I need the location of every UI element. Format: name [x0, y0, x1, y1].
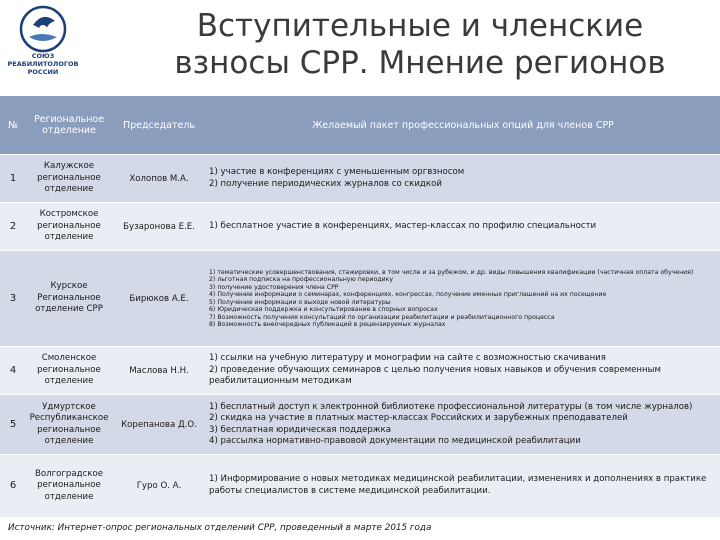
package-item: 2) получение периодических журналов со скидкой — [209, 178, 442, 189]
logo-line-3: РОССИИ — [27, 68, 59, 76]
row-chair: Бузаронова Е.Е. — [112, 203, 206, 251]
row-region: Курское Региональное отделение СРР — [26, 251, 112, 347]
package-item: 1) тематические усовершенствования, стажировки, в том числе и за рубежом, и др. виды повышения квалификации (частичная оплата обучения) — [209, 268, 694, 276]
row-num: 3 — [0, 251, 26, 347]
row-region: Смоленское региональное отделение — [26, 347, 112, 395]
package-item: 4) рассылка нормативно-правовой документации по медицинской реабилитации — [209, 436, 581, 446]
table-row — [0, 155, 720, 203]
row-package — [206, 155, 720, 203]
header-chair: Председатель — [112, 96, 206, 155]
row-chair: Бирюков А.Е. — [112, 251, 206, 347]
row-region: Удмуртское Республиканское региональное отделение — [26, 395, 112, 455]
row-region: Калужское региональное отделение — [26, 155, 112, 203]
table-row — [0, 203, 720, 251]
logo-line-1: СОЮЗ — [31, 52, 55, 60]
row-chair: Гуро О. А. — [112, 455, 206, 517]
row-package — [206, 251, 720, 347]
row-num: 5 — [0, 395, 26, 455]
package-item: 1) бесплатное участие в конференциях, мастер-классах по профилю специальности — [209, 220, 597, 231]
table-row — [0, 251, 720, 347]
package-item: 3) бесплатная юридическая поддержка — [209, 424, 391, 435]
package-item: 2) проведение обучающих семинаров с целью получения новых навыков и обучения современным реабилитационным методикам — [209, 364, 661, 387]
table-row — [0, 395, 720, 455]
package-item: 5) Получение информации о выходе новой литературы — [209, 298, 391, 306]
table-row — [0, 455, 720, 517]
source-note: Источник: Интернет-опрос региональных отделений СРР, проведенный в марте 2015 года — [8, 523, 432, 533]
title-line-2: взносы СРР. Мнение регионов — [174, 45, 666, 81]
row-region: Волгоградское региональное отделение — [26, 455, 112, 517]
page-title — [120, 8, 720, 82]
table-row — [0, 347, 720, 395]
package-item: 1) участие в конференциях с уменьшенным оргвзносом — [209, 167, 465, 177]
package-item: 4) Получение информации о семинарах, конференциях, конгрессах, получение именных приглашений на их посещение — [209, 291, 607, 298]
row-num: 4 — [0, 347, 26, 395]
package-item: 1) бесплатный доступ к электронной библиотеке профессиональной литературы (в том числе журналов) — [209, 401, 693, 412]
row-num: 6 — [0, 455, 26, 517]
package-item: 7) Возможность получения консультаций по организации реабилитации и реабилитационного процесса — [209, 313, 555, 321]
row-chair: Маслова Н.Н. — [112, 347, 206, 395]
row-package — [206, 347, 720, 395]
row-package — [206, 203, 720, 251]
header-region: Региональное отделение — [26, 96, 112, 155]
row-chair: Корепанова Д.О. — [112, 395, 206, 455]
row-package — [206, 455, 720, 517]
package-item: 6) Юридическая поддержка и консультирование в спорных вопросах — [209, 306, 438, 313]
row-num: 2 — [0, 203, 26, 251]
package-item: 2) льготная подписка на профессиональную периодику — [209, 276, 394, 283]
regions-table — [0, 96, 720, 517]
header-num: № — [0, 96, 26, 155]
row-package — [206, 395, 720, 455]
row-num: 1 — [0, 155, 26, 203]
logo-line-2: РЕАБИЛИТОЛОГОВ — [7, 60, 79, 68]
title-line-1: Вступительные и членские — [196, 8, 644, 44]
package-item: 2) скидка на участие в платных мастер-классах Российских и зарубежных преподавателей — [209, 413, 628, 423]
table-header-row — [0, 96, 720, 155]
row-region: Костромское региональное отделение — [26, 203, 112, 251]
header-package: Желаемый пакет профессиональных опций для членов СРР — [206, 96, 720, 155]
package-item: 1) Информирование о новых методиках медицинской реабилитации, изменениях и дополнениях в практике работы специалистов в системе медицинской реабилитации. — [209, 474, 707, 496]
package-item: 1) ссылки на учебную литературу и монографии на сайте с возможностью скачивания — [209, 353, 606, 364]
package-item: 8) Возможность внеочередных публикаций в рецензируемых журналах — [209, 321, 446, 328]
package-item: 3) получение удостоверения члена СРР — [209, 283, 339, 291]
row-chair: Холопов М.А. — [112, 155, 206, 203]
